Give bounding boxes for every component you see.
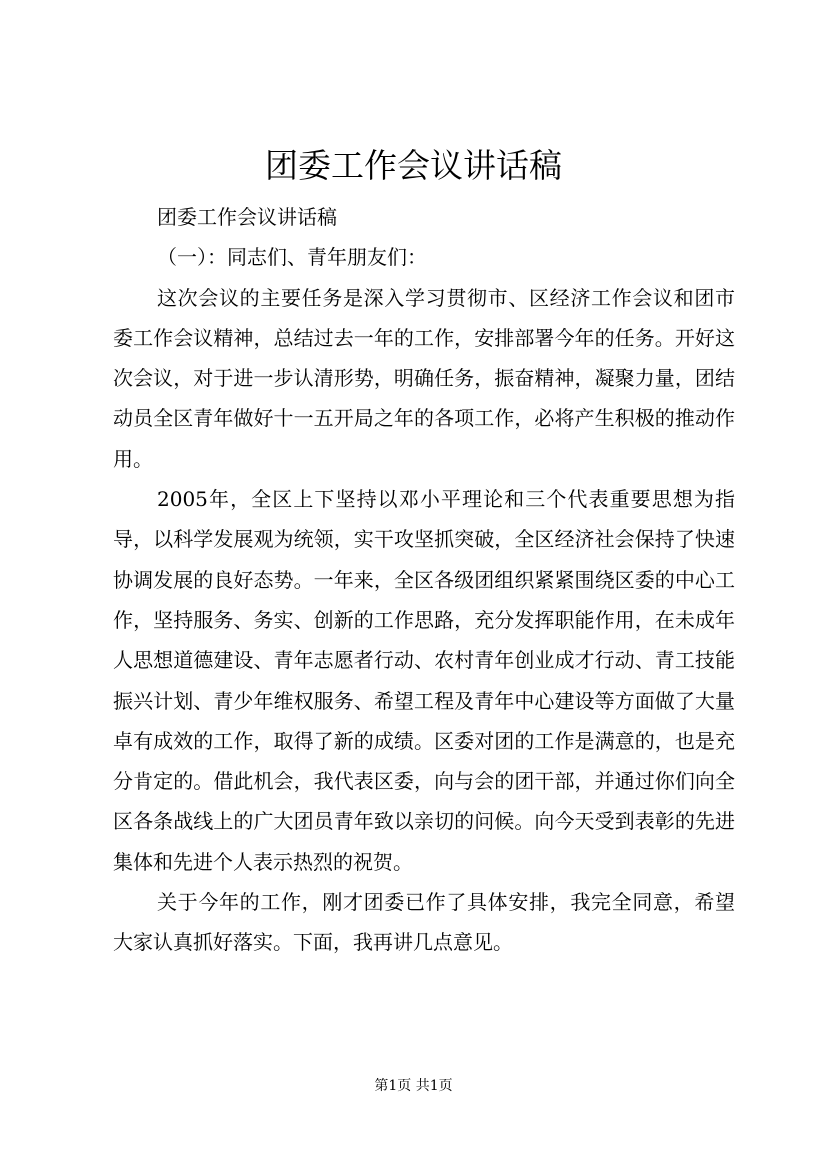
page-number-footer: 第1页 共1页 <box>374 1078 453 1094</box>
document-title: 团委工作会议讲话稿 <box>265 146 562 185</box>
paragraph-salutation: （一）：同志们、青年朋友们： <box>157 245 427 270</box>
paragraph-this-year: 关于今年的工作，刚才团委已作了具体安排，我完全同意，希望大家认真抓好落实。下面，我再讲几点意见。 <box>113 890 735 955</box>
paragraph-review-2005: 2005年，全区上下坚持以邓小平理论和三个代表重要思想为指导，以科学发展观为统领，实干攻坚抓突破，全区经济社会保持了快速协调发展的良好态势。一年来，全区各级团组织紧紧围绕区委的中心工作，坚持服务、务实、创新的工作思路，充分发挥职能作用，在未成年人思想道德建设、青年志愿者行动、农村青年创业成才行动、青工技能振兴计划、青少年维权服务、希望工程及青年中心建设等方面做了大量卓有成效的工作，取得了新的成绩。区委对团的工作是满意的，也是充分肯定的。借此机会，我代表区委，向与会的团干部，并通过你们向全区各条战线上的广大团员青年致以亲切的问候。向今天受到表彰的先进集体和先进个人表示热烈的祝贺。 <box>113 487 735 874</box>
paragraph-meeting-tasks: 这次会议的主要任务是深入学习贯彻市、区经济工作会议和团市委工作会议精神，总结过去一年的工作，安排部署今年的任务。开好这次会议，对于进一步认清形势，明确任务，振奋精神，凝聚力量，团结动员全区青年做好十一五开局之年的各项工作，必将产生积极的推动作用。 <box>113 285 735 471</box>
paragraph-subtitle: 团委工作会议讲话稿 <box>157 205 337 229</box>
document-body <box>113 197 735 963</box>
